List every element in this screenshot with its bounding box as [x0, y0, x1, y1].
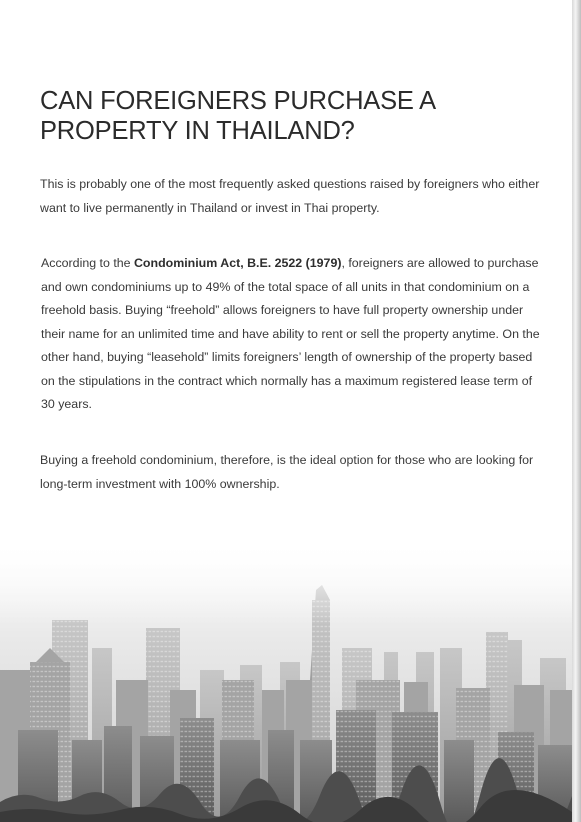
city-skyline-photo [0, 540, 572, 822]
condo-text-pre: According to the [41, 256, 134, 270]
conclusion-paragraph: Buying a freehold condominium, therefore, is the ideal option for those who are looking for long-term investment with 100% ownership. [40, 453, 534, 491]
page-title: CAN FOREIGNERS PURCHASE A PROPERTY IN THAILAND? [40, 87, 435, 145]
condominium-act-paragraph [41, 252, 541, 417]
page-edge-shadow [572, 0, 581, 822]
condominium-act-name: Condominium Act, B.E. 2522 (1979) [133, 256, 342, 270]
condo-text-post: , foreigners are allowed to purchase and own condominiums up to 49% of the total space of all units in that condominium on a freehold basis. Buying “freehold” allows foreigners to have full property ownership under their name for an unlimited time and have ability to rent or sell the property anytime. On the other hand, buying “leasehold” limits foreigners’ length of ownership of the property based on the stipulations in the contract which normally has a maximum registered lease term of 30 years. [41, 256, 540, 411]
intro-paragraph: This is probably one of the most frequently asked questions raised by foreigners who either want to live permanently in Thailand or invest in Thai property. [40, 177, 540, 215]
